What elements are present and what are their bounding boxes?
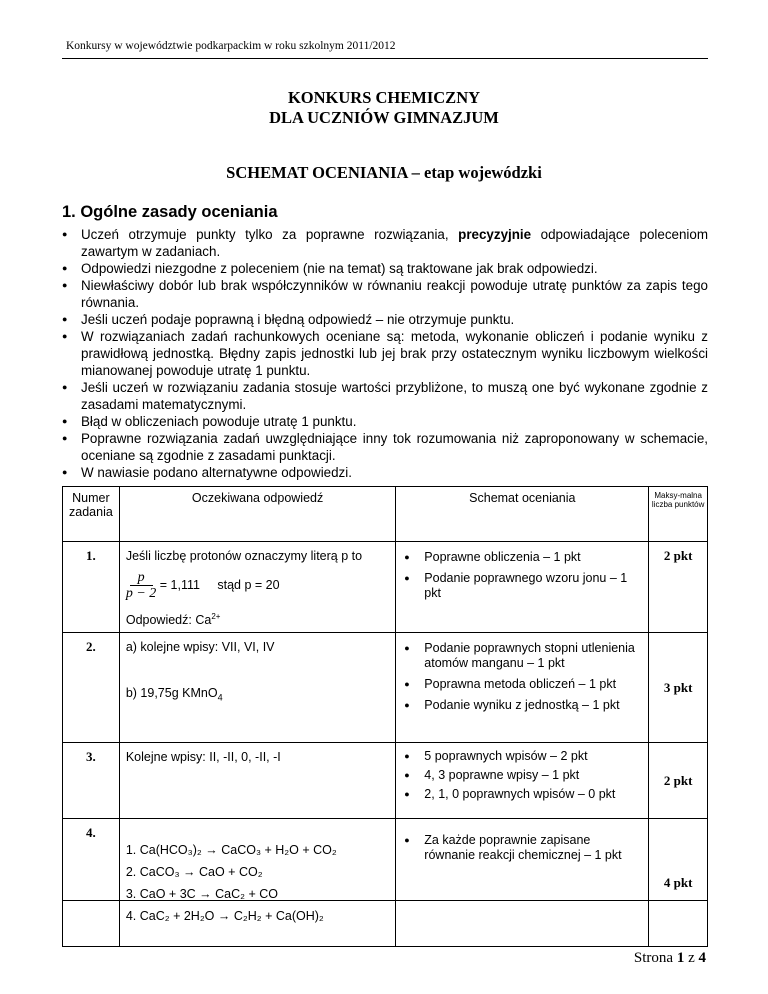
equation-line: 2. CaCO₃ → CaO + CO₂ bbox=[125, 865, 263, 880]
header-max-points: Maksy-malna liczba punktów bbox=[649, 487, 708, 542]
answer-text: Kolejne wpisy: II, -II, 0, -II, -I bbox=[125, 750, 281, 765]
answer-text: a) kolejne wpisy: VII, VI, IV bbox=[125, 640, 275, 655]
page-number bbox=[634, 950, 706, 967]
criterion: ● 2, 1, 0 poprawnych wpisów – 0 pkt bbox=[402, 787, 644, 802]
answer-text bbox=[126, 609, 389, 628]
rule-item: ● Odpowiedzi niezgodne z poleceniem (nie na temat) są traktowane jak brak odpowiedzi. bbox=[62, 260, 708, 277]
table-row bbox=[63, 819, 708, 947]
answer-text bbox=[126, 685, 389, 706]
criterion: ● Podanie wyniku z jednostką – 1 pkt bbox=[402, 698, 644, 713]
scoring-criteria bbox=[396, 819, 649, 947]
expected-answer bbox=[119, 743, 395, 819]
equation-line: 1. Ca(HCO₃)₂ → CaCO₃ + H₂O + CO₂ bbox=[125, 843, 337, 858]
max-points: 2 pkt bbox=[649, 542, 708, 633]
task-number: 3. bbox=[63, 743, 120, 819]
rule-item: ● Jeśli uczeń w rozwiązaniu zadania stosuje wartości przybliżone, to muszą one być wykonane zgodnie z zasadami matematycznymi. bbox=[62, 379, 708, 413]
rules-list bbox=[62, 226, 708, 481]
scoring-criteria bbox=[396, 743, 649, 819]
answer-text-main: b) 19,75g KMnO bbox=[125, 686, 218, 701]
header-rule bbox=[62, 58, 708, 59]
page-prefix: Strona bbox=[633, 950, 677, 966]
criterion: ● 4, 3 poprawne wpisy – 1 pkt bbox=[402, 768, 644, 783]
header-number: Numer zadania bbox=[63, 487, 120, 542]
rule-item bbox=[62, 226, 708, 260]
rule-item: ● W nawiasie podano alternatywne odpowiedzi. bbox=[62, 464, 708, 481]
table-header-row bbox=[63, 487, 708, 542]
task-number: 4. bbox=[63, 819, 120, 947]
answer-superscript: 2+ bbox=[211, 612, 221, 621]
fraction-numerator: p bbox=[130, 570, 153, 586]
criterion: ● Podanie poprawnych stopni utlenienia atomów manganu – 1 pkt bbox=[402, 641, 644, 671]
criterion: ● 5 poprawnych wpisów – 2 pkt bbox=[402, 749, 644, 764]
rule-item: ● Jeśli uczeń podaje poprawną i błędną odpowiedź – nie otrzymuje punktu. bbox=[62, 311, 708, 328]
rule-item: ● Niewłaściwy dobór lub brak współczynników w równaniu reakcji powoduje utratę punktów za zapis tego równania. bbox=[62, 277, 708, 311]
page-separator: z bbox=[684, 950, 699, 966]
criterion: ● Podanie poprawnego wzoru jonu – 1 pkt bbox=[402, 571, 644, 601]
equation-line: 4. CaC₂ + 2H₂O → C₂H₂ + Ca(OH)₂ bbox=[125, 909, 324, 924]
criterion: ● Poprawne obliczenia – 1 pkt bbox=[402, 550, 644, 565]
equation-result: stąd p = 20 bbox=[217, 577, 280, 592]
scoring-criteria bbox=[396, 542, 649, 633]
header-scheme: Schemat oceniania bbox=[396, 487, 649, 542]
footer-rule bbox=[62, 900, 708, 901]
page-header: Konkursy w województwie podkarpackim w roku szkolnym 2011/2012 bbox=[66, 40, 396, 52]
equation-value: = 1,111 bbox=[159, 577, 200, 592]
equation bbox=[126, 570, 389, 601]
rule-emphasis: precyzyjnie bbox=[458, 227, 532, 242]
criterion: ● Za każde poprawnie zapisane równanie reakcji chemicznej – 1 pkt bbox=[402, 833, 644, 863]
rule-text: Uczeń otrzymuje punkty tylko za poprawne rozwiązania, bbox=[81, 227, 459, 242]
page-current: 1 bbox=[676, 950, 685, 966]
task-number: 1. bbox=[63, 542, 120, 633]
answer-label: Odpowiedź: Ca bbox=[125, 613, 212, 628]
fraction bbox=[126, 570, 156, 601]
fraction-denominator: p − 2 bbox=[125, 586, 157, 601]
criterion: ● Poprawna metoda obliczeń – 1 pkt bbox=[402, 677, 644, 692]
rule-item: ● Błąd w obliczeniach powoduje utratę 1 punktu. bbox=[62, 413, 708, 430]
max-points: 4 pkt bbox=[649, 819, 708, 947]
equation-line: 3. CaO + 3C → CaC₂ + CO bbox=[125, 887, 278, 902]
rule-item: ● Poprawne rozwiązania zadań uwzględniające inny tok rozumowania niż zaproponowany w schemacie, oceniane są zgodnie z zasadami punktacji. bbox=[62, 430, 708, 464]
table-row bbox=[63, 743, 708, 819]
rule-item: ● W rozwiązaniach zadań rachunkowych oceniane są: metoda, wykonanie obliczeń i podanie wyniku z prawidłową jednostką. Błędny zapis jednostki lub jej brak przy ostatecznym wyniku liczbowym wielkości mianowanej powoduje utratę 1 punktu. bbox=[62, 328, 708, 379]
expected-answer bbox=[119, 542, 395, 633]
page-total: 4 bbox=[698, 950, 706, 966]
title-line-3: SCHEMAT OCENIANIA – etap wojewódzki bbox=[226, 163, 542, 182]
title-line-1: KONKURS CHEMICZNY bbox=[287, 88, 481, 107]
scoring-criteria bbox=[396, 633, 649, 743]
expected-answer bbox=[119, 633, 395, 743]
max-points: 3 pkt bbox=[649, 633, 708, 743]
header-answer: Oczekiwana odpowiedź bbox=[119, 487, 395, 542]
answer-subscript: 4 bbox=[217, 692, 223, 703]
scoring-table bbox=[62, 486, 708, 947]
max-points: 2 pkt bbox=[649, 743, 708, 819]
task-number: 2. bbox=[63, 633, 120, 743]
section-heading: 1. Ogólne zasady oceniania bbox=[62, 203, 278, 221]
rule-text: odpowiadające poleceniom zawartym w zadaniach. bbox=[81, 227, 708, 259]
answer-text: Jeśli liczbę protonów oznaczymy literą p to bbox=[125, 549, 363, 563]
expected-answer bbox=[119, 819, 395, 947]
table-row bbox=[63, 542, 708, 633]
title-line-2: DLA UCZNIÓW GIMNAZJUM bbox=[269, 108, 499, 127]
table-row bbox=[63, 633, 708, 743]
